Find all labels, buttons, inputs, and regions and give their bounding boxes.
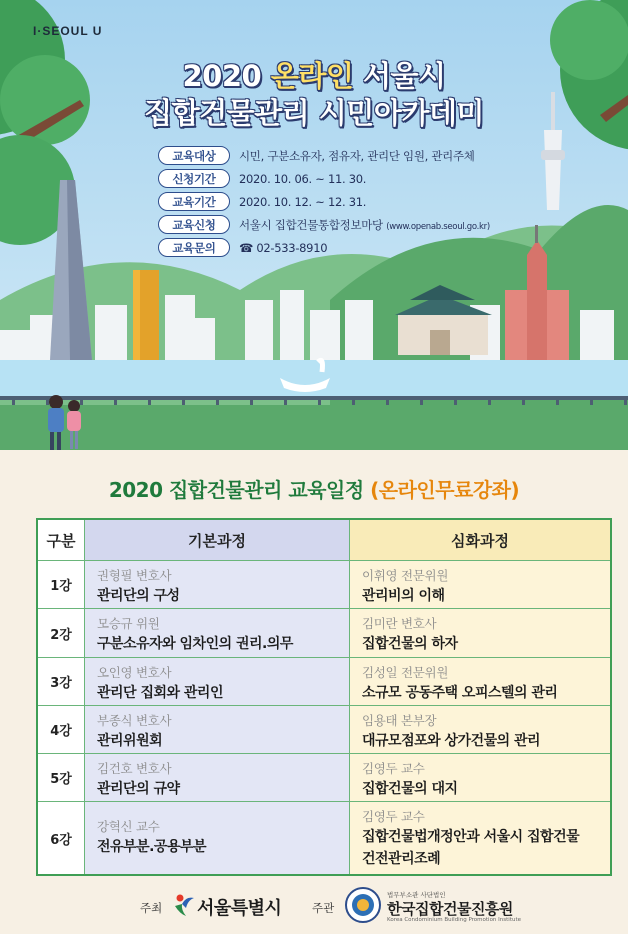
info-label: 교육기간 (158, 192, 230, 211)
iseoulu-logo: I·SEOUL U (33, 24, 103, 38)
info-label: 교육대상 (158, 146, 230, 165)
lecturer: 김성일 전문위원 (362, 665, 449, 680)
basic-cell (85, 658, 350, 705)
lecture-no: 3강 (38, 658, 85, 705)
hero-illustration (0, 0, 628, 450)
topic: 집합건물법개정안과 서울시 집합건물 (362, 829, 580, 845)
kcbpi-emblem-icon (345, 887, 381, 923)
topic: 관리단의 구성 (97, 588, 180, 604)
advanced-cell (350, 561, 610, 608)
info-value: 2020. 10. 12. ~ 12. 31. (239, 194, 367, 209)
host-name: 서울특별시 (197, 898, 282, 919)
info-label: 신청기간 (158, 169, 230, 188)
lecturer: 모승규 위원 (97, 616, 160, 631)
topic: 대규모점포와 상가건물의 관리 (362, 733, 541, 749)
title-line-2: 집합건물관리 시민아카데미 (144, 96, 484, 130)
header-basic: 기본과정 (85, 520, 350, 560)
info-value: 2020. 10. 06. ~ 11. 30. (239, 171, 367, 186)
topic: 전유부분.공용부분 (97, 839, 207, 855)
topic: 구분소유자와 임차인의 권리.의무 (97, 636, 293, 652)
application-site: 서울시 집합건물통합정보마당 (239, 217, 383, 232)
header-advanced: 심화과정 (350, 520, 610, 560)
lecturer: 강혁신 교수 (97, 819, 160, 834)
info-value: 시민, 구분소유자, 점유자, 관리단 임원, 관리주체 (239, 148, 475, 163)
info-row-education-period (158, 190, 518, 213)
table-header (38, 520, 610, 561)
advanced-cell (350, 609, 610, 657)
topic: 관리위원회 (97, 733, 163, 749)
topic: 집합건물의 대지 (362, 781, 458, 797)
info-row-target (158, 144, 518, 167)
advanced-cell (350, 754, 610, 801)
topic: 관리비의 이해 (362, 588, 445, 604)
lecturer: 오인영 변호사 (97, 665, 172, 680)
advanced-cell (350, 802, 610, 874)
main-title (0, 58, 628, 132)
lecturer: 임용태 본부장 (362, 713, 437, 728)
basic-cell (85, 561, 350, 608)
info-row-inquiry (158, 236, 518, 259)
info-label: 교육신청 (158, 215, 230, 234)
lecture-no: 1강 (38, 561, 85, 608)
title-year: 2020 (182, 59, 262, 93)
lecturer: 김건호 변호사 (97, 761, 172, 776)
footer (0, 880, 628, 934)
advanced-cell (350, 706, 610, 753)
organizer-subtitle: 법무부소관 사단법인 (387, 891, 446, 899)
table-row (38, 609, 610, 658)
host-label: 주최 (140, 901, 163, 915)
topic: 관리단 집회와 관리인 (97, 685, 223, 701)
basic-cell (85, 754, 350, 801)
advanced-cell (350, 658, 610, 705)
info-row-application-period (158, 167, 518, 190)
lecturer: 김미란 변호사 (362, 616, 437, 631)
topic-continued: 건전관리조례 (362, 851, 441, 867)
info-label: 교육문의 (158, 238, 230, 257)
basic-cell (85, 802, 350, 874)
lecture-no: 2강 (38, 609, 85, 657)
topic: 관리단의 규약 (97, 781, 180, 797)
lecturer: 이휘영 전문위원 (362, 568, 449, 583)
table-row (38, 754, 610, 802)
table-row (38, 802, 610, 874)
lecturer: 권형필 변호사 (97, 568, 172, 583)
application-url-link[interactable]: (www.openab.seoul.go.kr) (386, 221, 490, 232)
basic-cell (85, 706, 350, 753)
lecture-no: 6강 (38, 802, 85, 874)
schedule-title (0, 474, 628, 503)
phone-number: ☎ 02-533-8910 (239, 240, 328, 255)
basic-cell (85, 609, 350, 657)
info-value (239, 217, 490, 233)
table-row (38, 658, 610, 706)
lecture-no: 4강 (38, 706, 85, 753)
organizer-english-name: Korea Condominium Building Promotion Institute (387, 917, 522, 923)
lecturer: 부종식 변호사 (97, 713, 172, 728)
lecturer: 김영두 교수 (362, 761, 425, 776)
schedule-title-accent: (온라인무료강좌) (370, 478, 520, 502)
schedule-title-main: 2020 집합건물관리 교육일정 (108, 478, 364, 502)
table-row (38, 561, 610, 609)
lecture-no: 5강 (38, 754, 85, 801)
title-city: 서울시 (362, 59, 446, 93)
topic: 소규모 공동주택 오피스텔의 관리 (362, 685, 558, 701)
schedule-table (36, 518, 612, 876)
title-highlight: 온라인 (270, 59, 354, 93)
organizer-label: 주관 (312, 901, 335, 915)
title-line-1 (0, 58, 628, 95)
header-no: 구분 (38, 520, 85, 560)
info-row-application (158, 213, 518, 236)
seoul-city-logo-icon (172, 892, 196, 918)
lecturer: 김영두 교수 (362, 809, 425, 824)
organizer-name: 한국집합건물진흥원 (387, 900, 513, 918)
topic: 집합건물의 하자 (362, 636, 458, 652)
info-panel (158, 144, 518, 259)
table-row (38, 706, 610, 754)
